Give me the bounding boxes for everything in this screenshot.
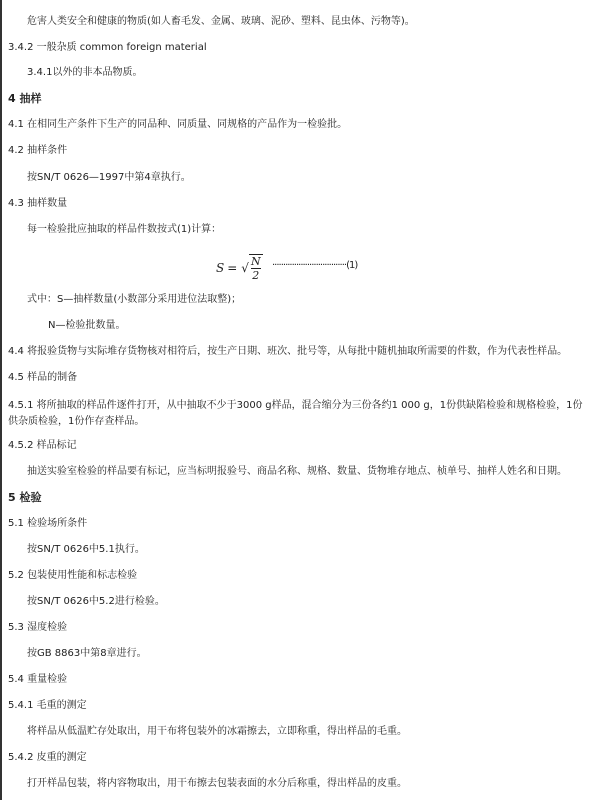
- subsection-heading: 5.3 湿度检验: [8, 622, 68, 633]
- clause: 4.1 在相同生产条件下生产的同品种、同质量、同规格的产品作为一检验批。: [8, 119, 348, 130]
- formula-numerator: N: [250, 255, 261, 268]
- paragraph: 抽送实验室检验的样品要有标记，应当标明报验号、商品名称、规格、数量、货物堆存地点、桢单号、抽样人姓名和日期。: [27, 466, 567, 477]
- subsection-heading: 4.2 抽样条件: [8, 145, 68, 156]
- formula-leader: [272, 260, 357, 271]
- paragraph: 按SN/T 0626—1997中第4章执行。: [27, 172, 191, 183]
- formula-lhs: S: [216, 261, 225, 275]
- paragraph: 按GB 8863中第8章进行。: [27, 648, 147, 659]
- paragraph: N—检验批数量。: [48, 320, 126, 331]
- subsection-heading: 4.5 样品的制备: [8, 372, 78, 383]
- paragraph: 将样品从低温贮存处取出，用干布将包装外的冰霜擦去，立即称重，得出样品的毛重。: [27, 726, 407, 737]
- sampling-formula: [216, 254, 263, 282]
- formula-number: (1): [346, 260, 358, 271]
- subsection-heading: 3.4.2 一般杂质 common foreign material: [8, 42, 207, 53]
- paragraph: 打开样品包装，将内容物取出，用干布擦去包装表面的水分后称重，得出样品的皮重。: [27, 778, 407, 789]
- subsection-heading: 5.4.2 皮重的测定: [8, 752, 87, 763]
- paragraph: 危害人类安全和健康的物质(如人畜毛发、金属、玻璃、泥砂、塑料、昆虫体、污物等)。: [27, 16, 415, 27]
- subsection-heading: 5.2 包装使用性能和标志检验: [8, 570, 138, 581]
- section-heading: 5 检验: [8, 491, 42, 504]
- section-heading: 4 抽样: [8, 92, 42, 105]
- paragraph: 3.4.1以外的非本品物质。: [27, 67, 143, 78]
- clause: 4.4 将报验货物与实际堆存货物核对相符后，按生产日期、班次、批号等，从每批中随机抽取所需要的件数，作为代表性样品。: [8, 346, 568, 357]
- subsection-heading: 5.4.1 毛重的测定: [8, 700, 87, 711]
- formula-equals: =: [227, 261, 238, 275]
- sqrt-symbol: √ $\frac{N}{2}$: [241, 255, 261, 282]
- paragraph: 每一检验批应抽取的样品件数按式(1)计算：: [27, 224, 222, 235]
- subsection-heading: 5.4 重量检验: [8, 674, 68, 685]
- paragraph: 式中：S—抽样数量(小数部分采用进位法取整)；: [27, 294, 242, 305]
- formula-denominator: 2: [252, 269, 260, 282]
- paragraph: 按SN/T 0626中5.1执行。: [27, 544, 145, 555]
- subsection-heading: 5.1 检验场所条件: [8, 518, 88, 529]
- page-left-border: [0, 0, 2, 800]
- subsection-heading: 4.5.2 样品标记: [8, 440, 77, 451]
- paragraph: 按SN/T 0626中5.2进行检验。: [27, 596, 165, 607]
- subsection-heading: 4.3 抽样数量: [8, 198, 68, 209]
- leader-dots: ··································: [272, 260, 347, 271]
- clause: 4.5.1 将所抽取的样品件逐件打开，从中抽取不少于3000 g样品，混合缩分为三份各约1 000 g，1份供缺陷检验和规格检验，1份供杂质检验，1份作存查样品。: [8, 400, 583, 427]
